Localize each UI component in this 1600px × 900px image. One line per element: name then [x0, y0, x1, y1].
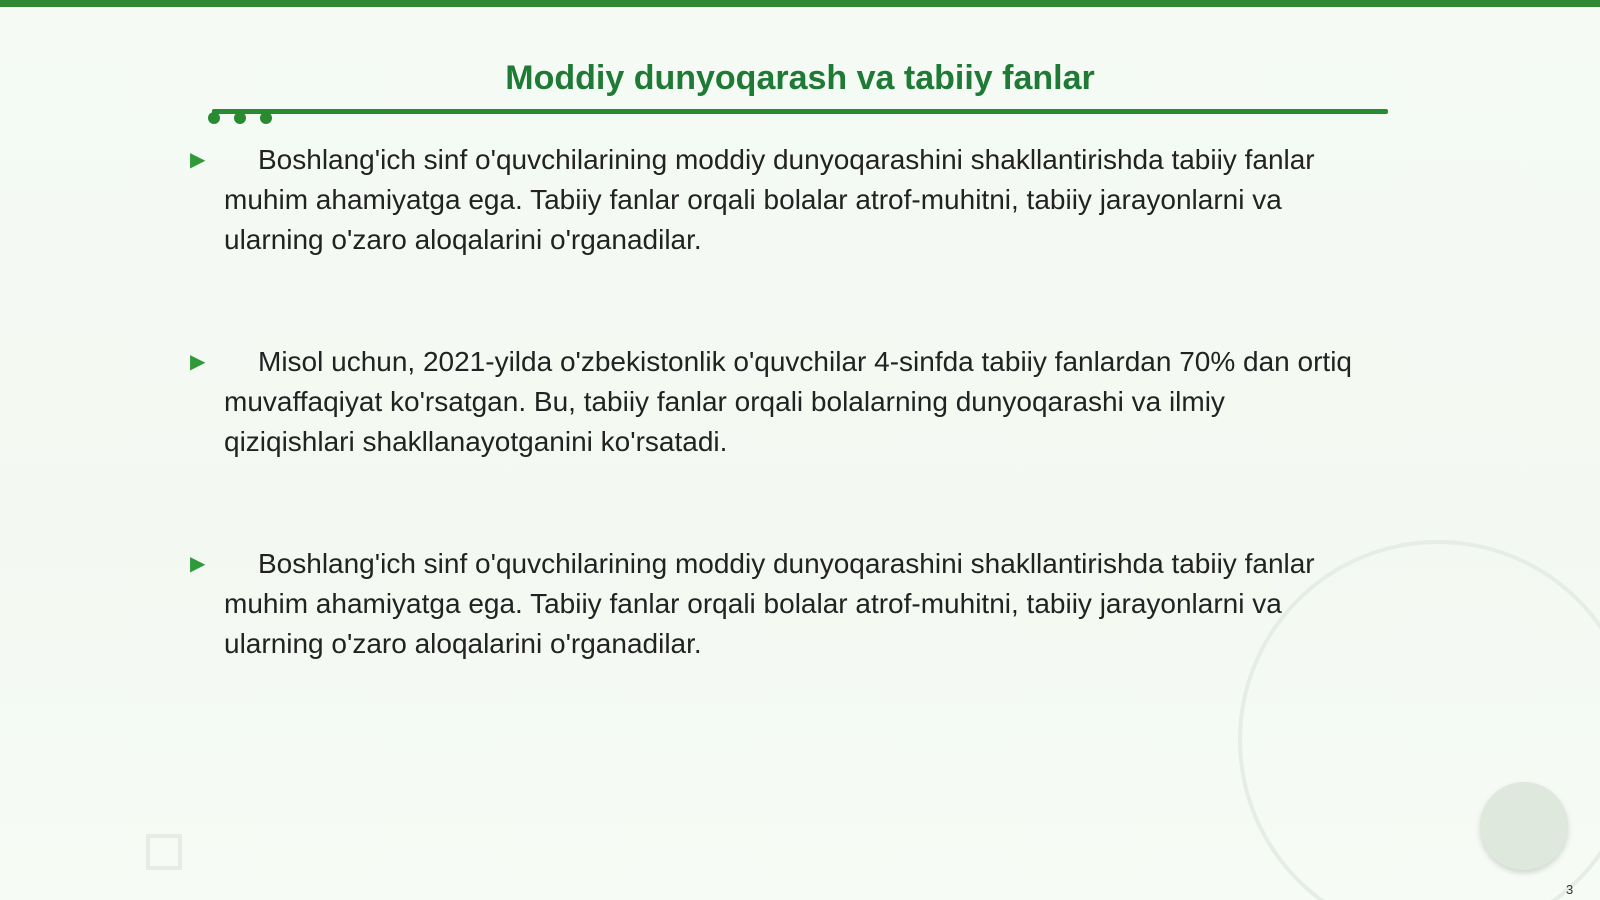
decorative-dot — [234, 112, 246, 124]
title-underline — [212, 109, 1388, 114]
decorative-square — [146, 834, 182, 870]
bullet-text: Boshlang'ich sinf o'quvchilarining moddiy dunyoqarashini shakllantirishda tabiiy fanlar muhim ahamiyatga ega. Tabiiy fanlar orqali bolalar atrof-muhitni, tabiiy jarayonlarni va ularning o'zaro aloqalarini o'rganadilar. — [224, 548, 1315, 659]
bullet-arrow-icon: ▶ — [190, 351, 206, 373]
bullet-text: Misol uchun, 2021-yilda o'zbekistonlik o'quvchilar 4-sinfda tabiiy fanlardan 70% dan ortiq muvaffaqiyat ko'rsatgan. Bu, tabiiy fanlar orqali bolalarning dunyoqarashi va ilmiy qiziqishlari shakllanayotganini ko'rsatadi. — [224, 346, 1352, 457]
slide-title: Moddiy dunyoqarash va tabiiy fanlar — [505, 59, 1095, 97]
bullet-item — [190, 544, 1354, 664]
decorative-dot — [208, 112, 220, 124]
top-accent-bar — [0, 0, 1600, 7]
bullet-arrow-icon: ▶ — [190, 553, 206, 575]
bullet-item — [190, 140, 1354, 260]
decorative-circle — [1480, 782, 1568, 870]
slide-number: 3 — [1566, 882, 1574, 897]
bullet-item — [190, 342, 1354, 462]
bullet-arrow-icon: ▶ — [190, 149, 206, 171]
bullet-text: Boshlang'ich sinf o'quvchilarining moddiy dunyoqarashini shakllantirishda tabiiy fanlar muhim ahamiyatga ega. Tabiiy fanlar orqali bolalar atrof-muhitni, tabiiy jarayonlarni va ularning o'zaro aloqalarini o'rganadilar. — [224, 144, 1315, 255]
bullet-list — [190, 140, 1354, 746]
decorative-dot — [260, 112, 272, 124]
